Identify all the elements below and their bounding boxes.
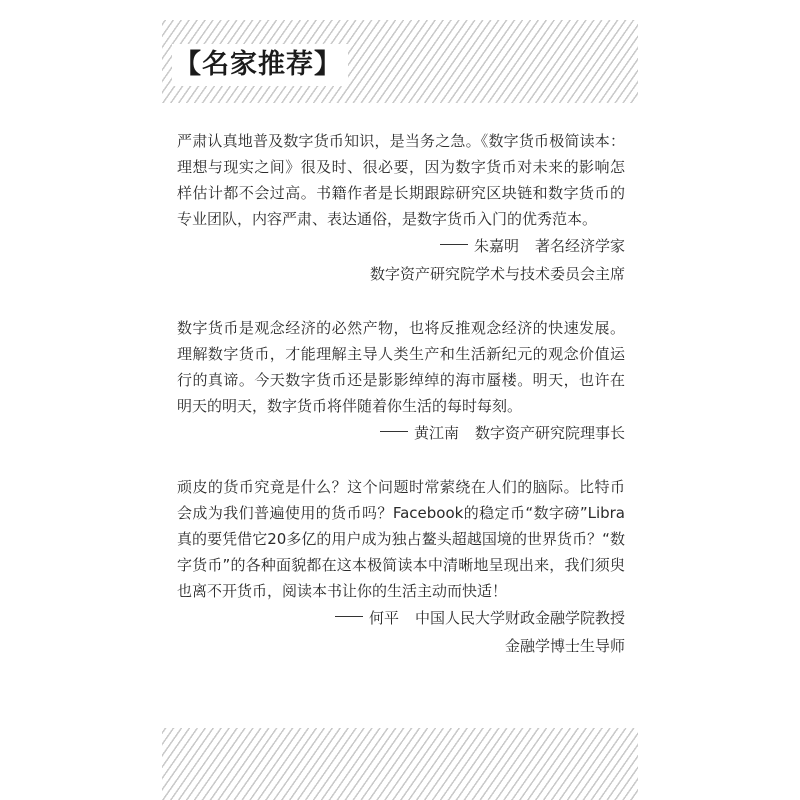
- recommendations-list: [177, 128, 625, 687]
- recommender-title: 中国人民大学财政金融学院教授: [414, 609, 625, 627]
- recommendation-attribution: [177, 604, 625, 632]
- em-dash-line: [335, 616, 363, 617]
- recommender-name: 黄江南: [413, 424, 459, 442]
- recommender-name: 何平: [368, 609, 399, 627]
- recommendation-quote: 顽皮的货币究竟是什么？这个问题时常萦绕在人们的脑际。比特币会成为我们普遍使用的货币吗？Facebook的稳定币“数字磅”Libra真的要凭借它20多亿的用户成为独占鳌头超越国境的世界货币？“数字货币”的各种面貌都在这本极简读本中清晰地呈现出来，我们须臾也离不开货币，阅读本书让你的生活主动而快适！: [177, 478, 625, 600]
- recommender-title-secondary: 金融学博士生导师: [504, 637, 625, 655]
- recommendation-2: [177, 315, 625, 447]
- recommender-title: 数字资产研究院理事长: [474, 424, 625, 442]
- recommendation-1: [177, 128, 625, 288]
- footer-hatch-band: [162, 728, 638, 800]
- em-dash-line: [380, 431, 408, 432]
- recommendation-3: [177, 474, 625, 660]
- recommendation-quote: 数字货币是观念经济的必然产物，也将反推观念经济的快速发展。理解数字货币，才能理解主导人类生产和生活新纪元的观念价值运行的真谛。今天数字货币还是影影绰绰的海市蜃楼。明天，也许在明天的明天，数字货币将伴随着你生活的每时每刻。: [177, 319, 625, 415]
- recommendation-attribution: [177, 419, 625, 447]
- recommendation-quote: 严肃认真地普及数字货币知识，是当务之急。《数字货币极简读本：理想与现实之间》很及时、很必要，因为数字货币对未来的影响怎样估计都不会过高。书籍作者是长期跟踪研究区块链和数字货币的专业团队，内容严肃、表达通俗，是数字货币入门的优秀范本。: [177, 132, 625, 228]
- em-dash-line: [440, 244, 468, 245]
- recommender-name: 朱嘉明: [473, 237, 519, 255]
- recommender-title-secondary: 数字资产研究院学术与技术委员会主席: [369, 265, 625, 283]
- recommender-title: 著名经济学家: [534, 237, 625, 255]
- section-title: 【名家推荐】: [172, 44, 348, 86]
- recommendation-attribution: [177, 232, 625, 260]
